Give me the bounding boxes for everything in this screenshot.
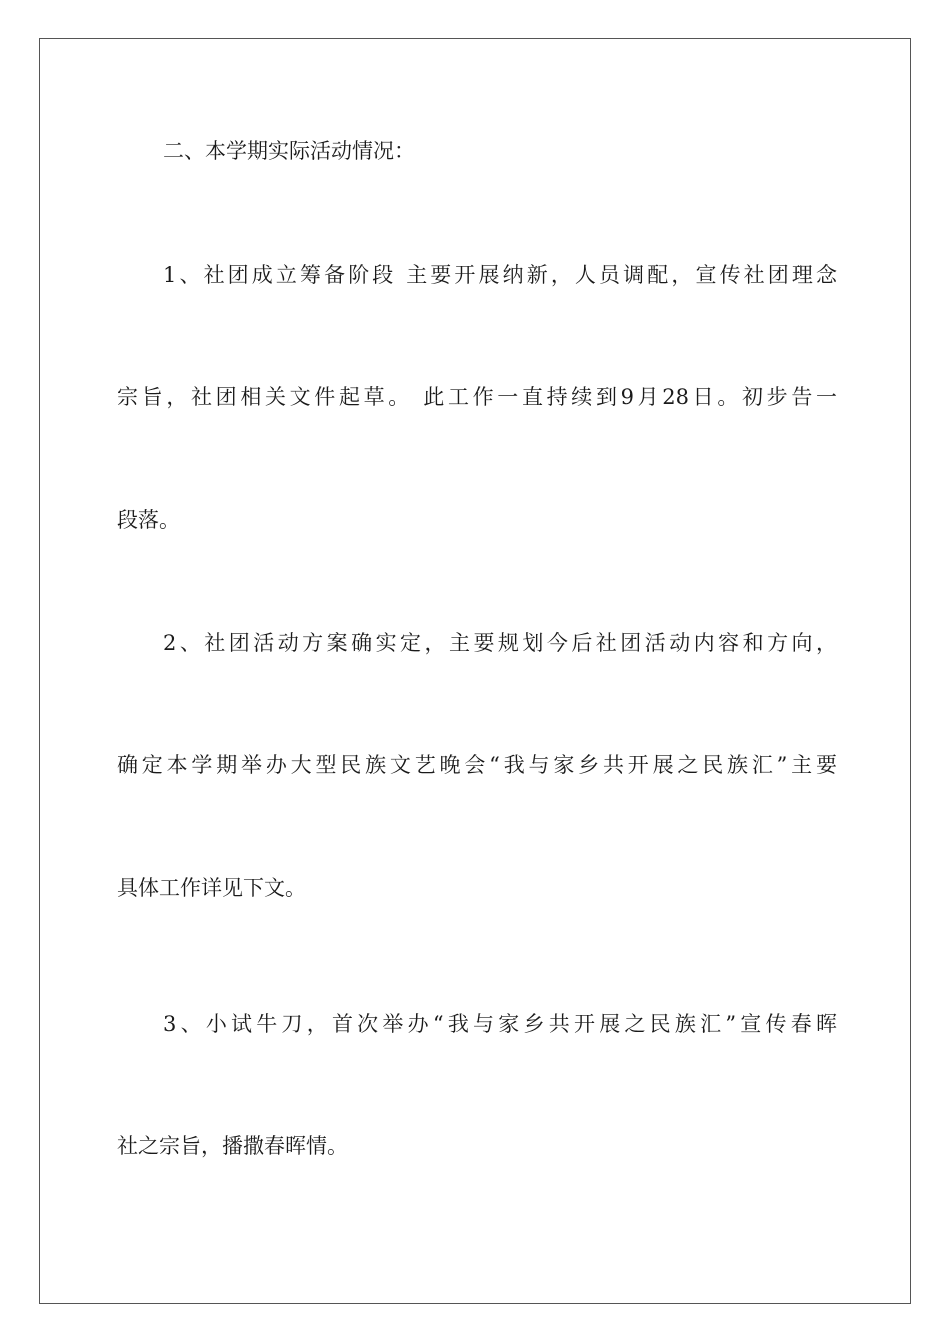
- paragraph-2-line-1: 2、社团活动方案确实定，主要规划今后社团活动内容和方向，: [163, 631, 837, 655]
- section-heading: 二、本学期实际活动情况：: [163, 139, 415, 163]
- paragraph-2-line-3: 具体工作详见下文。: [117, 876, 306, 900]
- paragraph-3-line-2: 社之宗旨，播撒春晖情。: [117, 1134, 348, 1158]
- paragraph-1-line-2: 宗旨，社团相关文件起草。 此工作一直持续到9月28日。初步告一: [117, 385, 837, 409]
- paragraph-3-line-1: 3、小试牛刀，首次举办“我与家乡共开展之民族汇”宣传春晖: [163, 1012, 837, 1036]
- paragraph-1-line-3: 段落。: [117, 508, 180, 532]
- paragraph-2-line-2: 确定本学期举办大型民族文艺晚会“我与家乡共开展之民族汇”主要: [117, 753, 837, 777]
- page-border: [39, 38, 911, 1304]
- paragraph-1-line-1: 1、社团成立筹备阶段 主要开展纳新，人员调配，宣传社团理念: [163, 263, 837, 287]
